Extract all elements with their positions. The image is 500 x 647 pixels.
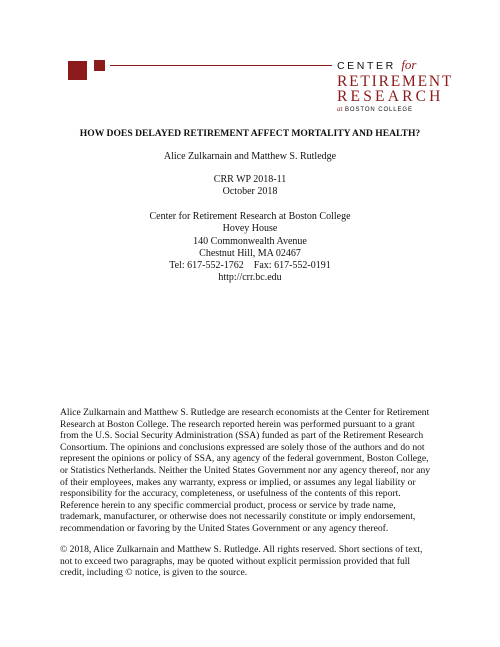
address-building: Hovey House [222,223,278,235]
address-org: Center for Retirement Research at Boston College [149,211,351,222]
text-line: Consortium. The opinions and conclusions expressed are solely those of the authors and do not [60,441,425,453]
paper-title: HOW DOES DELAYED RETIREMENT AFFECT MORTALITY AND HEALTH? [79,128,421,139]
header-rule [110,65,332,66]
text-line: Reference herein to any specific commercial product, process or service by trade name, [60,499,396,511]
logo-research-text: RESEARCH [337,88,444,105]
logo-square-small [94,60,105,71]
address-city: Chestnut Hill, MA 02467 [199,247,301,259]
text-line: trademark, manufacturer, or otherwise does not necessarily constitute or imply endorsement, [60,511,416,523]
text-line: or Statistics Netherlands. Neither the United States Government nor any agency thereof, nor any [60,464,431,476]
text-line: Research at Boston College. The research reported herein was performed pursuant to a grant [60,418,415,430]
paper-number: CRR WP 2018-11 [213,174,287,185]
text-line: of their employees, makes any warranty, express or implied, or assumes any legal liability or [60,476,416,488]
text-line: credit, including © notice, is given to the source. [60,567,248,579]
disclaimer-paragraph [60,407,455,535]
logo-square-large [68,61,87,80]
address-street: 140 Commonwealth Avenue [193,235,307,247]
logo-boston-college-text: BOSTON COLLEGE [345,107,413,113]
text-line: not to exceed two paragraphs, may be quoted without explicit permission provided that full [60,555,411,567]
logo-for-text: for [401,57,417,72]
logo-retirement-text: RETIREMENT [337,73,454,90]
crr-logo-wordmark [337,58,457,113]
logo-center-text: CENTER [337,60,396,72]
address-url[interactable]: http://crr.bc.edu [218,272,282,284]
text-line: Alice Zulkarnain and Matthew S. Rutledge are research economists at the Center for Retirement [60,407,430,418]
paper-date: October 2018 [222,186,278,197]
text-line: from the U.S. Social Security Administration (SSA) funded as part of the Retirement Research [60,430,424,442]
address-block [0,211,500,285]
text-line: responsibility for the accuracy, completeness, or usefulness of the contents of this report. [60,488,401,500]
paper-authors: Alice Zulkarnain and Matthew S. Rutledge [163,151,337,162]
address-phone-fax: Tel: 617-552-1762 Fax: 617-552-0191 [169,260,331,272]
text-line: © 2018, Alice Zulkarnain and Matthew S. Rutledge. All rights reserved. Short sections of text, [60,544,423,555]
text-line: represent the opinions or policy of SSA, any agency of the federal government, Boston College, [60,453,429,465]
copyright-paragraph [60,544,455,579]
text-line: recommendation or favoring by the United States Government or any agency thereof. [60,522,389,534]
logo-at-text: at [337,105,343,113]
